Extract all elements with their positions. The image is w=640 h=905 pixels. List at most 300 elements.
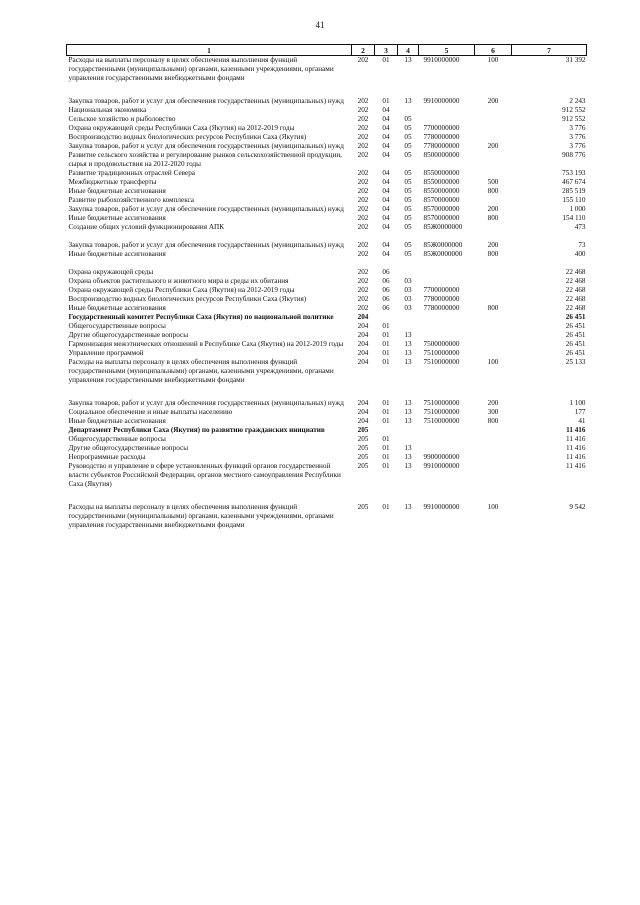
row-name: Другие общегосударственные вопросы: [68, 444, 189, 452]
row-section-code: 01: [382, 322, 390, 330]
row-name: Закупка товаров, работ и услуг для обеспечения государственных (муниципальных) нужд: [68, 399, 344, 407]
row-amount: 11 416: [566, 444, 586, 452]
row-amount: 2 243: [569, 97, 586, 105]
row-subsection-code: 13: [404, 462, 412, 470]
row-ministry-code: 205: [357, 462, 369, 470]
row-section-code: 04: [382, 241, 390, 249]
row-target-article-code: 8570000000: [423, 214, 460, 222]
row-target-article-code: 85Ж0000000: [423, 241, 463, 249]
row-expense-type-code: 300: [487, 408, 499, 416]
row-section-code: 04: [382, 250, 390, 258]
table-row: [67, 322, 587, 331]
row-ministry-code: 204: [357, 340, 369, 348]
row-ministry-code: 202: [357, 304, 369, 312]
row-ministry-code: 202: [357, 205, 369, 213]
row-target-article-code: 8500000000: [423, 151, 460, 159]
row-ministry-code: 202: [357, 187, 369, 195]
row-expense-type-code: 800: [487, 304, 499, 312]
row-expense-type-code: 100: [487, 56, 499, 64]
row-name: Иные бюджетные ассигнования: [68, 250, 166, 258]
row-target-article-code: 7780000000: [423, 295, 460, 303]
row-amount: 11 416: [566, 462, 586, 470]
row-target-article-code: [419, 322, 475, 331]
row-expense-type-code: [475, 295, 512, 304]
row-amount: 912 552: [562, 115, 586, 123]
column-header-section: 3: [375, 45, 398, 56]
table-row: [67, 331, 587, 340]
row-ministry-code: 202: [357, 214, 369, 222]
row-name: Охрана окружающей среды Республики Саха (Якутия) на 2012-2019 годы: [68, 124, 295, 132]
row-amount: 26 451: [565, 340, 586, 348]
row-section-code: 01: [382, 503, 390, 511]
row-subsection-code: 03: [404, 304, 412, 312]
row-section-code: 01: [382, 349, 390, 357]
row-ministry-code: 202: [357, 223, 369, 231]
row-expense-type-code: 200: [487, 241, 499, 249]
table-row: [67, 196, 587, 205]
row-target-article-code: 7510000000: [423, 408, 460, 416]
row-expense-type-code: [475, 124, 512, 133]
row-subsection-code: 05: [404, 142, 412, 150]
row-ministry-code: 202: [357, 196, 369, 204]
row-ministry-code: 202: [357, 178, 369, 186]
table-row: [67, 214, 587, 223]
row-ministry-code: 202: [357, 277, 369, 285]
row-target-article-code: 8550000000: [423, 169, 460, 177]
row-name: Сельское хозяйство и рыболовство: [68, 115, 176, 123]
row-section-code: [375, 426, 398, 435]
row-expense-type-code: 100: [487, 358, 499, 366]
row-section-code: 01: [382, 417, 390, 425]
row-subsection-code: 05: [404, 133, 412, 141]
row-section-code: 04: [382, 115, 390, 123]
budget-table: [66, 44, 587, 530]
row-amount: 22 468: [565, 268, 586, 276]
row-expense-type-code: 800: [487, 250, 499, 258]
row-subsection-code: 05: [404, 169, 412, 177]
row-subsection-code: 13: [404, 56, 412, 64]
table-row: [67, 444, 587, 453]
row-target-article-code: [419, 313, 475, 322]
row-name: Создание общих условий функционирования АПК: [68, 223, 225, 231]
row-amount: 3 776: [569, 133, 586, 141]
row-ministry-code: 204: [357, 358, 369, 366]
table-row: [67, 142, 587, 151]
row-amount: 400: [574, 250, 586, 258]
table-row: [67, 503, 587, 530]
row-section-code: 01: [382, 97, 390, 105]
row-expense-type-code: 100: [487, 503, 499, 511]
row-ministry-code: 202: [357, 151, 369, 159]
row-amount: 912 552: [562, 106, 586, 114]
row-amount: 26 451: [565, 331, 586, 339]
row-target-article-code: [419, 106, 475, 115]
row-section-code: 01: [382, 331, 390, 339]
row-name: Межбюджетные трансферты: [68, 178, 157, 186]
row-expense-type-code: 500: [487, 178, 499, 186]
row-name: Воспроизводство водных биологических ресурсов Республики Саха (Якутия): [68, 133, 307, 141]
row-section-code: 06: [382, 295, 390, 303]
table-row: [67, 250, 587, 268]
table-row: [67, 313, 587, 322]
row-subsection-code: 05: [404, 187, 412, 195]
row-name: Закупка товаров, работ и услуг для обеспечения государственных (муниципальных) нужд: [68, 142, 344, 150]
row-expense-type-code: [475, 151, 512, 169]
row-target-article-code: 8550000000: [423, 178, 460, 186]
row-section-code: 04: [382, 151, 390, 159]
row-subsection-code: 05: [404, 196, 412, 204]
row-name: Закупка товаров, работ и услуг для обеспечения государственных (муниципальных) нужд: [68, 97, 344, 105]
row-target-article-code: 85Ж0000000: [423, 250, 463, 258]
row-subsection-code: 05: [404, 250, 412, 258]
row-name: Другие общегосударственные вопросы: [68, 331, 189, 339]
row-ministry-code: 205: [357, 444, 369, 452]
table-row: [67, 304, 587, 313]
row-amount: 3 776: [569, 142, 586, 150]
row-expense-type-code: [475, 115, 512, 124]
column-header-amount: 7: [512, 45, 587, 56]
table-row: [67, 277, 587, 286]
row-target-article-code: 7510000000: [423, 349, 460, 357]
row-subsection-code: 05: [404, 151, 412, 159]
row-name: Общегосударственные вопросы: [68, 435, 166, 443]
row-section-code: 04: [382, 196, 390, 204]
row-amount: 25 133: [565, 358, 586, 366]
row-expense-type-code: [475, 106, 512, 115]
row-subsection-code: 13: [404, 399, 412, 407]
row-name: Иные бюджетные ассигнования: [68, 304, 166, 312]
row-section-code: 04: [382, 205, 390, 213]
row-target-article-code: 7780000000: [423, 304, 460, 312]
row-subsection-code: 05: [404, 115, 412, 123]
row-target-article-code: [419, 331, 475, 340]
row-section-code: 01: [382, 462, 390, 470]
row-expense-type-code: [475, 169, 512, 178]
column-header-expense-type: 6: [475, 45, 512, 56]
row-expense-type-code: [475, 444, 512, 453]
row-ministry-code: 202: [357, 106, 369, 114]
row-expense-type-code: [475, 268, 512, 277]
row-expense-type-code: [475, 349, 512, 358]
row-expense-type-code: [475, 462, 512, 503]
row-subsection-code: [398, 313, 419, 322]
row-target-article-code: 9900000000: [423, 453, 460, 461]
row-subsection-code: 13: [404, 408, 412, 416]
row-ministry-code: 205: [357, 435, 369, 443]
row-section-code: 01: [382, 340, 390, 348]
row-section-code: 06: [382, 277, 390, 285]
row-ministry-code: 205: [357, 503, 369, 511]
row-name: Непрограммные расходы: [68, 453, 146, 461]
row-expense-type-code: 200: [487, 142, 499, 150]
row-amount: 73: [578, 241, 586, 249]
row-section-code: 04: [382, 169, 390, 177]
row-section-code: 01: [382, 358, 390, 366]
row-name: Охрана окружающей среды: [68, 268, 154, 276]
row-amount: 753 193: [562, 169, 586, 177]
row-section-code: 04: [382, 214, 390, 222]
row-name: Управление программой: [68, 349, 144, 357]
row-name: Социальное обеспечение и иные выплаты населению: [68, 408, 233, 416]
table-row: [67, 169, 587, 178]
row-amount: 177: [574, 408, 586, 416]
row-amount: 22 468: [565, 295, 586, 303]
row-expense-type-code: [475, 340, 512, 349]
row-target-article-code: 9910000000: [423, 503, 460, 511]
table-row: [67, 241, 587, 250]
row-name: Развитие традиционных отраслей Севера: [68, 169, 195, 177]
page-number: 41: [315, 20, 325, 30]
row-amount: 155 110: [562, 196, 586, 204]
row-name: Расходы на выплаты персоналу в целях обеспечения выполнения функций государственными (муниципальными) органами, казенными учреждениями, органами управления государственными внебюджетными фондами: [68, 358, 334, 384]
row-expense-type-code: [475, 322, 512, 331]
table-row: [67, 187, 587, 196]
row-name: Охрана окружающей среды Республики Саха (Якутия) на 2012-2019 годы: [68, 286, 295, 294]
row-target-article-code: 9910000000: [423, 97, 460, 105]
column-header-target-article: 5: [419, 45, 475, 56]
row-ministry-code: 202: [357, 115, 369, 123]
row-subsection-code: 13: [404, 453, 412, 461]
row-subsection-code: 13: [404, 340, 412, 348]
table-row: [67, 340, 587, 349]
row-subsection-code: 05: [404, 178, 412, 186]
table-header-row: [67, 45, 587, 56]
row-name: Закупка товаров, работ и услуг для обеспечения государственных (муниципальных) нужд: [68, 205, 344, 213]
row-ministry-code: 202: [357, 286, 369, 294]
row-target-article-code: 7500000000: [423, 340, 460, 348]
row-amount: 467 674: [562, 178, 586, 186]
row-section-code: 06: [382, 268, 390, 276]
row-target-article-code: 7780000000: [423, 133, 460, 141]
row-name: Департамент Республики Саха (Якутия) по развитию гражданских инициатив: [68, 426, 325, 434]
row-amount: 26 451: [565, 313, 586, 321]
row-amount: 3 776: [569, 124, 586, 132]
row-subsection-code: [398, 426, 419, 435]
row-amount: 31 392: [565, 56, 586, 64]
table-row: [67, 295, 587, 304]
row-target-article-code: 9910000000: [423, 462, 460, 470]
row-amount: 26 451: [565, 322, 586, 330]
row-target-article-code: [419, 435, 475, 444]
row-target-article-code: 9910000000: [423, 56, 460, 64]
row-section-code: 01: [382, 399, 390, 407]
row-target-article-code: 7510000000: [423, 399, 460, 407]
row-subsection-code: 03: [404, 277, 412, 285]
row-name: Расходы на выплаты персоналу в целях обеспечения выполнения функций государственными (муниципальными) органами, казенными учреждениями, органами управления государственными внебюджетными фондами: [68, 503, 334, 529]
table-row: [67, 435, 587, 444]
column-header-subsection: 4: [398, 45, 419, 56]
row-ministry-code: 204: [357, 399, 369, 407]
row-expense-type-code: [475, 133, 512, 142]
row-amount: 908 776: [562, 151, 586, 159]
column-header-ministry: 2: [352, 45, 375, 56]
row-expense-type-code: 800: [487, 417, 499, 425]
row-section-code: 04: [382, 142, 390, 150]
row-amount: 11 416: [566, 453, 586, 461]
table-row: [67, 124, 587, 133]
row-subsection-code: 05: [404, 241, 412, 249]
row-section-code: 04: [382, 106, 390, 114]
column-header-name: 1: [67, 45, 352, 56]
row-amount: 473: [574, 223, 586, 231]
row-amount: 22 468: [565, 304, 586, 312]
table-body: [67, 56, 587, 531]
row-amount: 285 519: [562, 187, 586, 195]
row-name: Иные бюджетные ассигнования: [68, 214, 166, 222]
row-name: Расходы на выплаты персоналу в целях обеспечения выполнения функций государственными (муниципальными) органами, казенными учреждениями, органами управления государственными внебюджетными фондами: [68, 56, 334, 82]
row-target-article-code: 8570000000: [423, 205, 460, 213]
row-section-code: 04: [382, 124, 390, 132]
row-subsection-code: 13: [404, 444, 412, 452]
table-row: [67, 178, 587, 187]
table-row: [67, 426, 587, 435]
row-subsection-code: 13: [404, 503, 412, 511]
row-ministry-code: 202: [357, 169, 369, 177]
row-target-article-code: 7510000000: [423, 417, 460, 425]
row-section-code: 01: [382, 444, 390, 452]
row-expense-type-code: [475, 313, 512, 322]
row-name: Развитие рыбохозяйственного комплекса: [68, 196, 194, 204]
row-ministry-code: 205: [357, 426, 369, 434]
table-row: [67, 151, 587, 169]
row-amount: 9 542: [569, 503, 586, 511]
row-amount: 1 100: [569, 399, 586, 407]
row-ministry-code: 204: [357, 408, 369, 416]
row-target-article-code: 7510000000: [423, 358, 460, 366]
row-ministry-code: 204: [357, 322, 369, 330]
row-name: Гармонизация межэтнических отношений в Республике Саха (Якутия) на 2012-2019 годы: [68, 340, 344, 348]
table-row: [67, 399, 587, 408]
row-amount: 22 468: [565, 286, 586, 294]
row-subsection-code: 03: [404, 286, 412, 294]
row-name: Общегосударственные вопросы: [68, 322, 166, 330]
row-section-code: 04: [382, 187, 390, 195]
row-subsection-code: 13: [404, 417, 412, 425]
table-row: [67, 115, 587, 124]
row-name: Воспроизводство водных биологических ресурсов Республики Саха (Якутия): [68, 295, 307, 303]
row-target-article-code: 85Ж0000000: [423, 223, 463, 231]
row-subsection-code: 05: [404, 214, 412, 222]
table-row: [67, 205, 587, 214]
row-target-article-code: 7700000000: [423, 124, 460, 132]
row-ministry-code: 204: [357, 349, 369, 357]
row-ministry-code: 202: [357, 250, 369, 258]
row-expense-type-code: 200: [487, 399, 499, 407]
row-target-article-code: 8570000000: [423, 196, 460, 204]
row-name: Закупка товаров, работ и услуг для обеспечения государственных (муниципальных) нужд: [68, 241, 344, 249]
row-subsection-code: 13: [404, 331, 412, 339]
row-name: Иные бюджетные ассигнования: [68, 417, 166, 425]
table-row: [67, 462, 587, 503]
table-row: [67, 56, 587, 98]
row-subsection-code: [398, 106, 419, 115]
row-ministry-code: 204: [357, 417, 369, 425]
row-target-article-code: [419, 277, 475, 286]
row-section-code: 06: [382, 304, 390, 312]
row-subsection-code: [398, 268, 419, 277]
row-subsection-code: 05: [404, 124, 412, 132]
table-row: [67, 453, 587, 462]
row-name: Национальная экономика: [68, 106, 147, 114]
row-amount: 41: [578, 417, 586, 425]
row-name: Охрана объектов растительного и животного мира и среды их обитания: [68, 277, 289, 285]
row-subsection-code: [398, 322, 419, 331]
row-section-code: 04: [382, 178, 390, 186]
row-name: Государственный комитет Республики Саха (Якутия) по национальной политике: [68, 313, 334, 321]
row-section-code: 04: [382, 133, 390, 141]
row-section-code: 01: [382, 408, 390, 416]
row-expense-type-code: 200: [487, 97, 499, 105]
table-row: [67, 106, 587, 115]
row-ministry-code: 202: [357, 268, 369, 276]
row-target-article-code: [419, 115, 475, 124]
row-amount: 26 451: [565, 349, 586, 357]
row-target-article-code: 7780000000: [423, 142, 460, 150]
row-expense-type-code: [475, 453, 512, 462]
row-expense-type-code: 800: [487, 187, 499, 195]
row-target-article-code: [419, 268, 475, 277]
row-expense-type-code: [475, 331, 512, 340]
table-row: [67, 408, 587, 417]
row-section-code: 04: [382, 223, 390, 231]
table-row: [67, 417, 587, 426]
row-expense-type-code: 800: [487, 214, 499, 222]
row-name: Иные бюджетные ассигнования: [68, 187, 166, 195]
row-amount: 154 110: [562, 214, 586, 222]
row-ministry-code: 202: [357, 97, 369, 105]
row-section-code: 01: [382, 453, 390, 461]
row-subsection-code: 13: [404, 97, 412, 105]
row-expense-type-code: [475, 286, 512, 295]
row-amount: 11 416: [566, 435, 586, 443]
row-subsection-code: 13: [404, 358, 412, 366]
table-row: [67, 349, 587, 358]
row-ministry-code: 202: [357, 56, 369, 64]
table-row: [67, 286, 587, 295]
row-amount: 1 000: [569, 205, 586, 213]
row-expense-type-code: [475, 196, 512, 205]
table-row: [67, 358, 587, 399]
row-section-code: 01: [382, 56, 390, 64]
row-target-article-code: [419, 444, 475, 453]
row-ministry-code: 202: [357, 241, 369, 249]
row-ministry-code: 204: [357, 331, 369, 339]
row-ministry-code: 202: [357, 124, 369, 132]
row-target-article-code: [419, 426, 475, 435]
row-section-code: [375, 313, 398, 322]
row-section-code: 06: [382, 286, 390, 294]
row-expense-type-code: 200: [487, 205, 499, 213]
table-row: [67, 223, 587, 241]
row-ministry-code: 202: [357, 295, 369, 303]
row-amount: 11 416: [566, 426, 586, 434]
row-subsection-code: [398, 435, 419, 444]
row-subsection-code: 13: [404, 349, 412, 357]
row-expense-type-code: [475, 277, 512, 286]
row-expense-type-code: [475, 223, 512, 241]
row-subsection-code: 05: [404, 205, 412, 213]
row-name: Руководство и управление в сфере установленных функций органов государственной власти субъектов Российской Федерации, органов местного самоуправления Республики Саха (Якутия): [68, 462, 341, 488]
row-ministry-code: 205: [357, 453, 369, 461]
row-name: Развитие сельского хозяйства и регулирование рынков сельскохозяйственной продукции, сырья и продовольствия на 2012-2020 годы: [68, 151, 342, 168]
table-row: [67, 97, 587, 106]
table-row: [67, 133, 587, 142]
row-subsection-code: 03: [404, 295, 412, 303]
row-section-code: 01: [382, 435, 390, 443]
row-ministry-code: 202: [357, 133, 369, 141]
row-expense-type-code: [475, 435, 512, 444]
row-target-article-code: 7700000000: [423, 286, 460, 294]
